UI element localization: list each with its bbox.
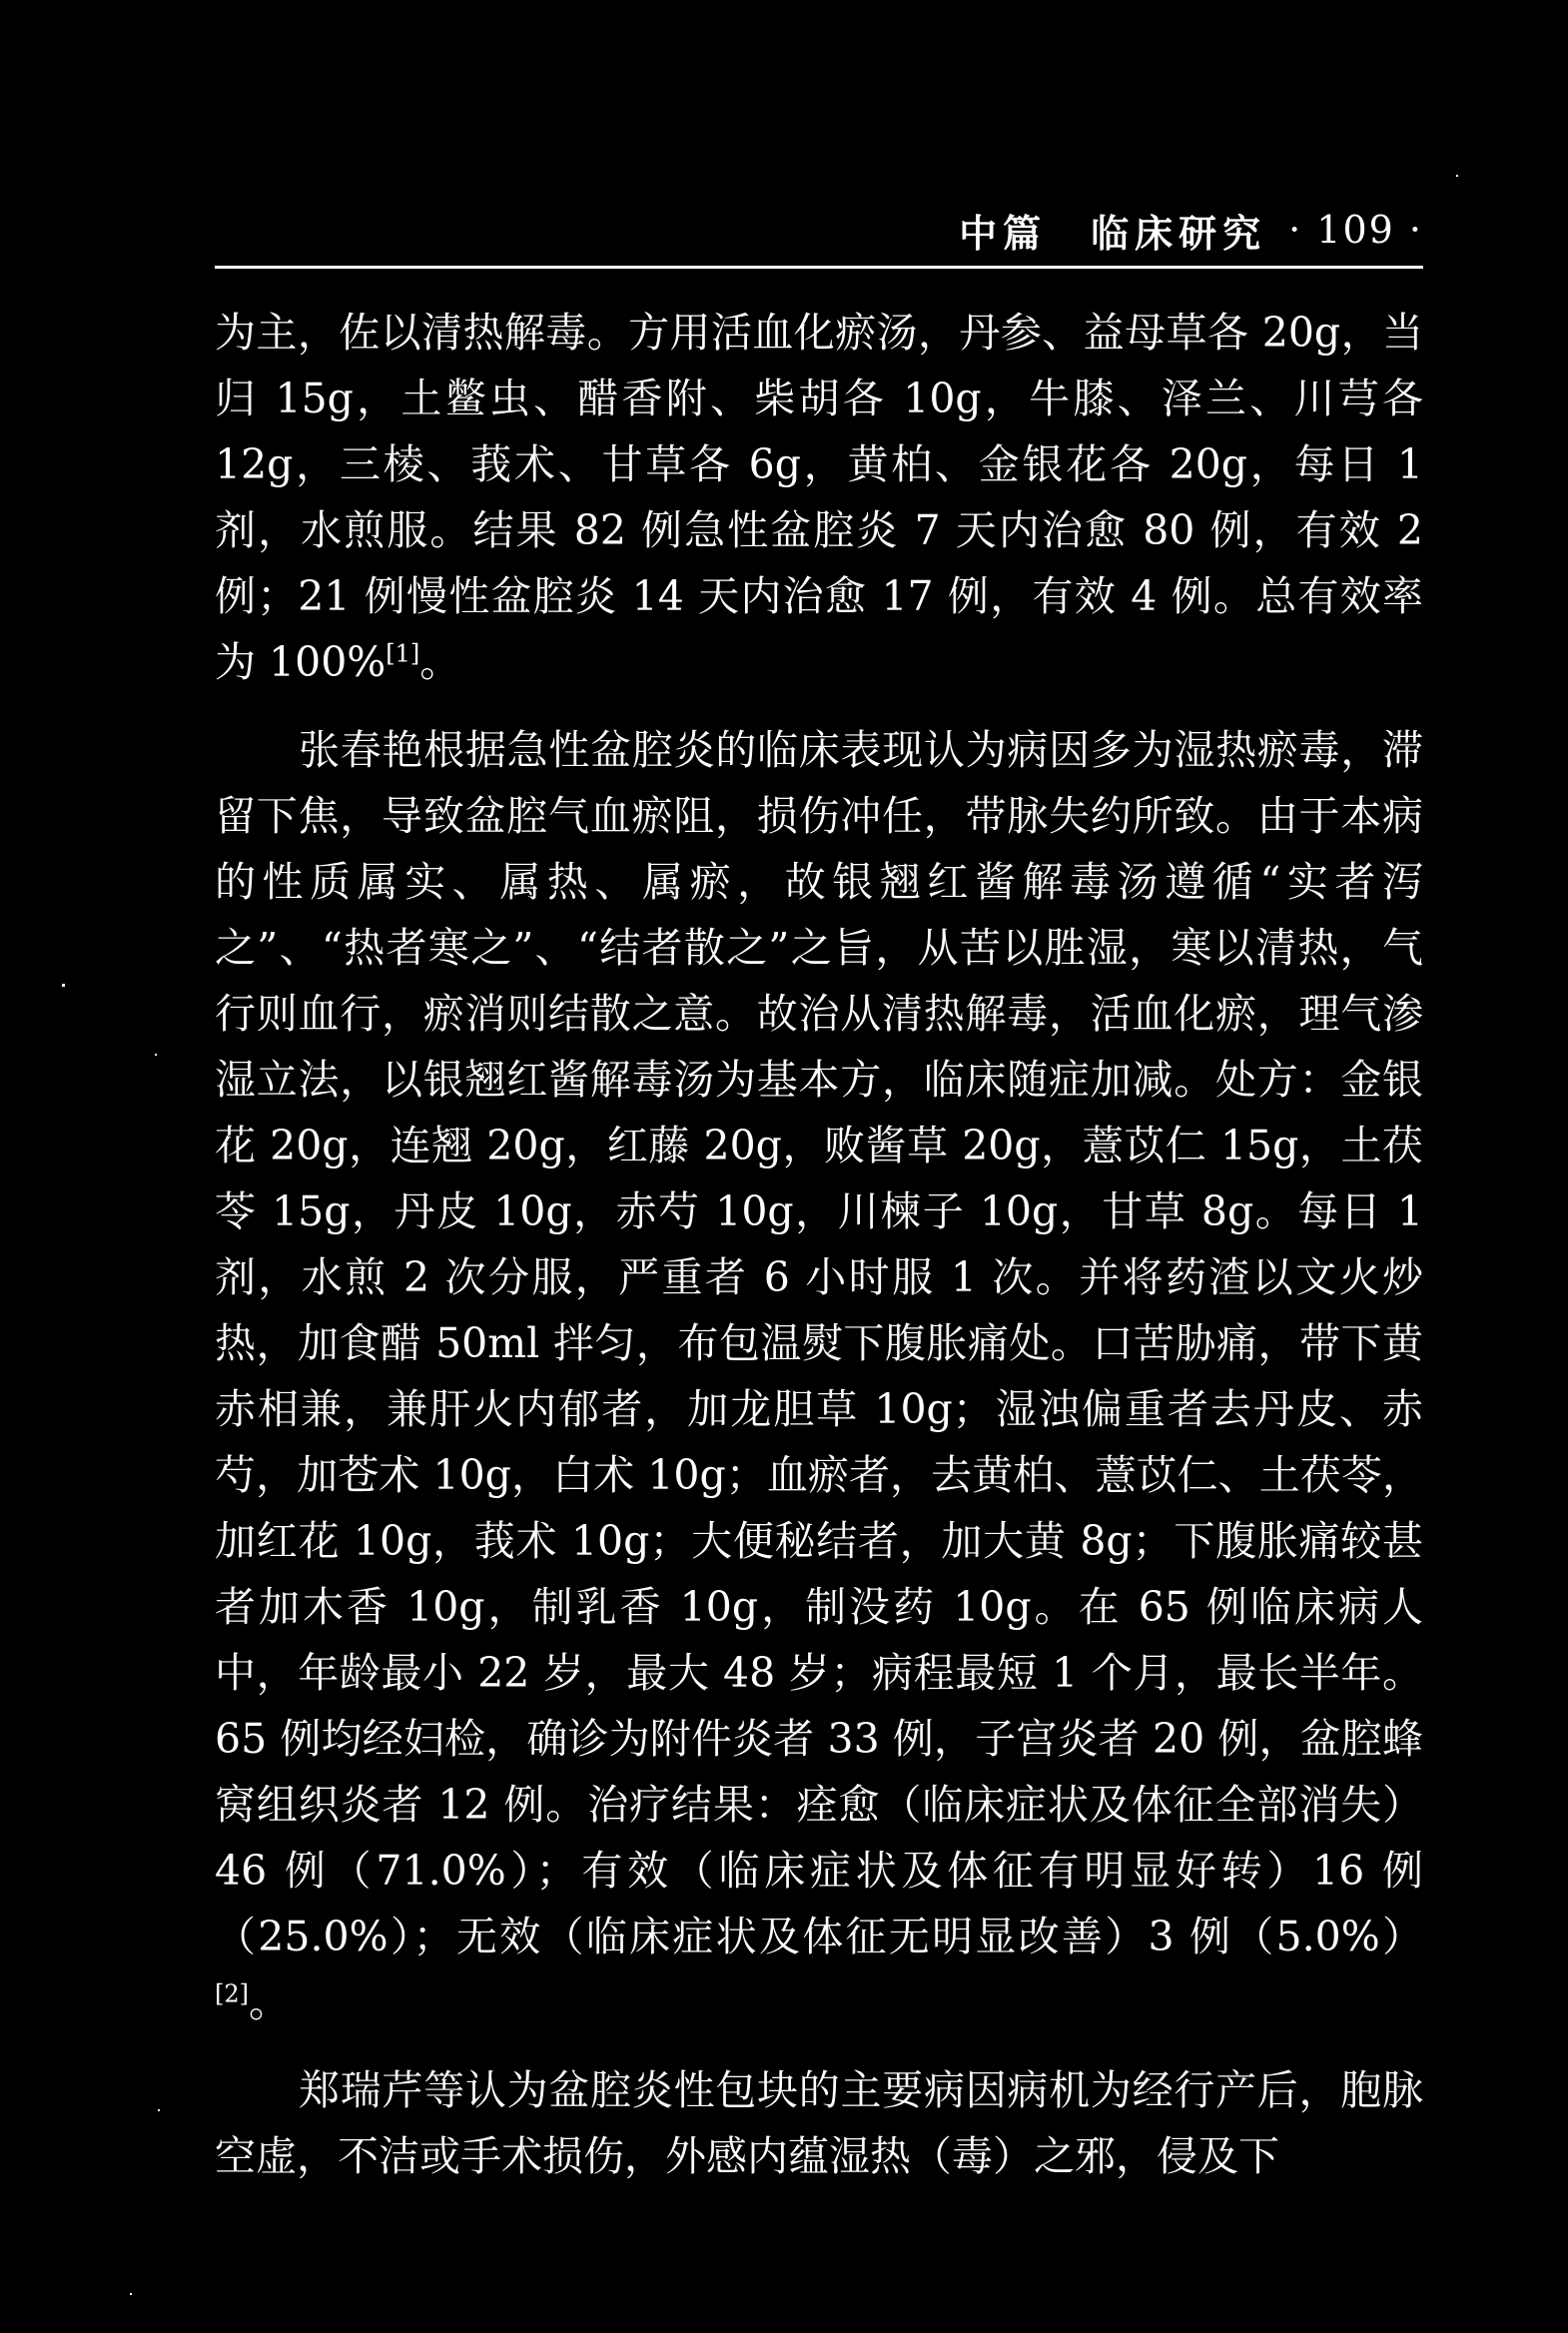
paragraph-text: 郑瑞芹等认为盆腔炎性包块的主要病因病机为经行产后，胞脉空虚，不洁或手术损伤，外感内蕴湿热（毒）之邪，侵及下 (215, 2066, 1423, 2180)
paragraph-text: 为主，佐以清热解毒。方用活血化瘀汤，丹参、益母草各 20g，当归 15g，土鳖虫、醋香附、柴胡各 10g，牛膝、泽兰、川芎各 12g，三棱、莪术、甘草各 6g，黄柏、金银花各 20g，每日 1 剂，水煎服。结果 82 例急性盆腔炎 7 天内治愈 80 例，有效 2 例；21 例慢性盆腔炎 14 天内治愈 17 例，有效 4 例。总有效率为 100% (215, 309, 1423, 686)
journal-title: 中篇 临床研究 (959, 210, 1267, 256)
page-number: · 109 · (1288, 208, 1423, 252)
scan-speck (158, 2109, 160, 2111)
body-text (215, 300, 1423, 2211)
paragraph-tail: 。 (419, 638, 461, 686)
scan-speck (130, 2293, 132, 2295)
paragraph (215, 2057, 1423, 2189)
scan-speck (1456, 175, 1458, 177)
paragraph-continued (215, 300, 1423, 695)
header-rule (215, 266, 1423, 269)
scan-speck (155, 1054, 157, 1056)
running-header (215, 200, 1423, 260)
scan-speck (62, 984, 65, 987)
citation-ref: [1] (386, 639, 420, 668)
paragraph (215, 717, 1423, 2035)
paragraph-text: 张春艳根据急性盆腔炎的临床表现认为病因多为湿热瘀毒，滞留下焦，导致盆腔气血瘀阻，损伤冲任，带脉失约所致。由于本病的性质属实、属热、属瘀，故银翘红酱解毒汤遵循“实者泻之”、“热者寒之”、“结者散之”之旨，从苦以胜湿，寒以清热，气行则血行，瘀消则结散之意。故治从清热解毒，活血化瘀，理气渗湿立法，以银翘红酱解毒汤为基本方，临床随症加减。处方：金银花 20g，连翘 20g，红藤 20g，败酱草 20g，薏苡仁 15g，土茯苓 15g，丹皮 10g，赤芍 10g，川楝子 10g，甘草 8g。每日 1 剂，水煎 2 次分服，严重者 6 小时服 1 次。并将药渣以文火炒热，加食醋 50ml 拌匀，布包温熨下腹胀痛处。口苦胁痛，带下黄赤相兼，兼肝火内郁者，加龙胆草 10g；湿浊偏重者去丹皮、赤芍，加苍术 10g，白术 10g；血瘀者，去黄柏、薏苡仁、土茯苓，加红花 10g，莪术 10g；大便秘结者，加大黄 8g；下腹胀痛较甚者加木香 10g，制乳香 10g，制没药 10g。在 65 例临床病人中，年龄最小 22 岁，最大 48 岁；病程最短 1 个月，最长半年。65 例均经妇检，确诊为附件炎者 33 例，子宫炎者 20 例，盆腔蜂窝组织炎者 12 例。治疗结果：痊愈（临床症状及体征全部消失）46 例（71.0%）；有效（临床症状及体征有明显好转）16 例（25.0%）；无效（临床症状及体征无明显改善）3 例（5.0%） (215, 726, 1423, 1960)
citation-ref: [2] (215, 1979, 249, 2008)
paragraph-tail: 。 (249, 1978, 290, 2026)
